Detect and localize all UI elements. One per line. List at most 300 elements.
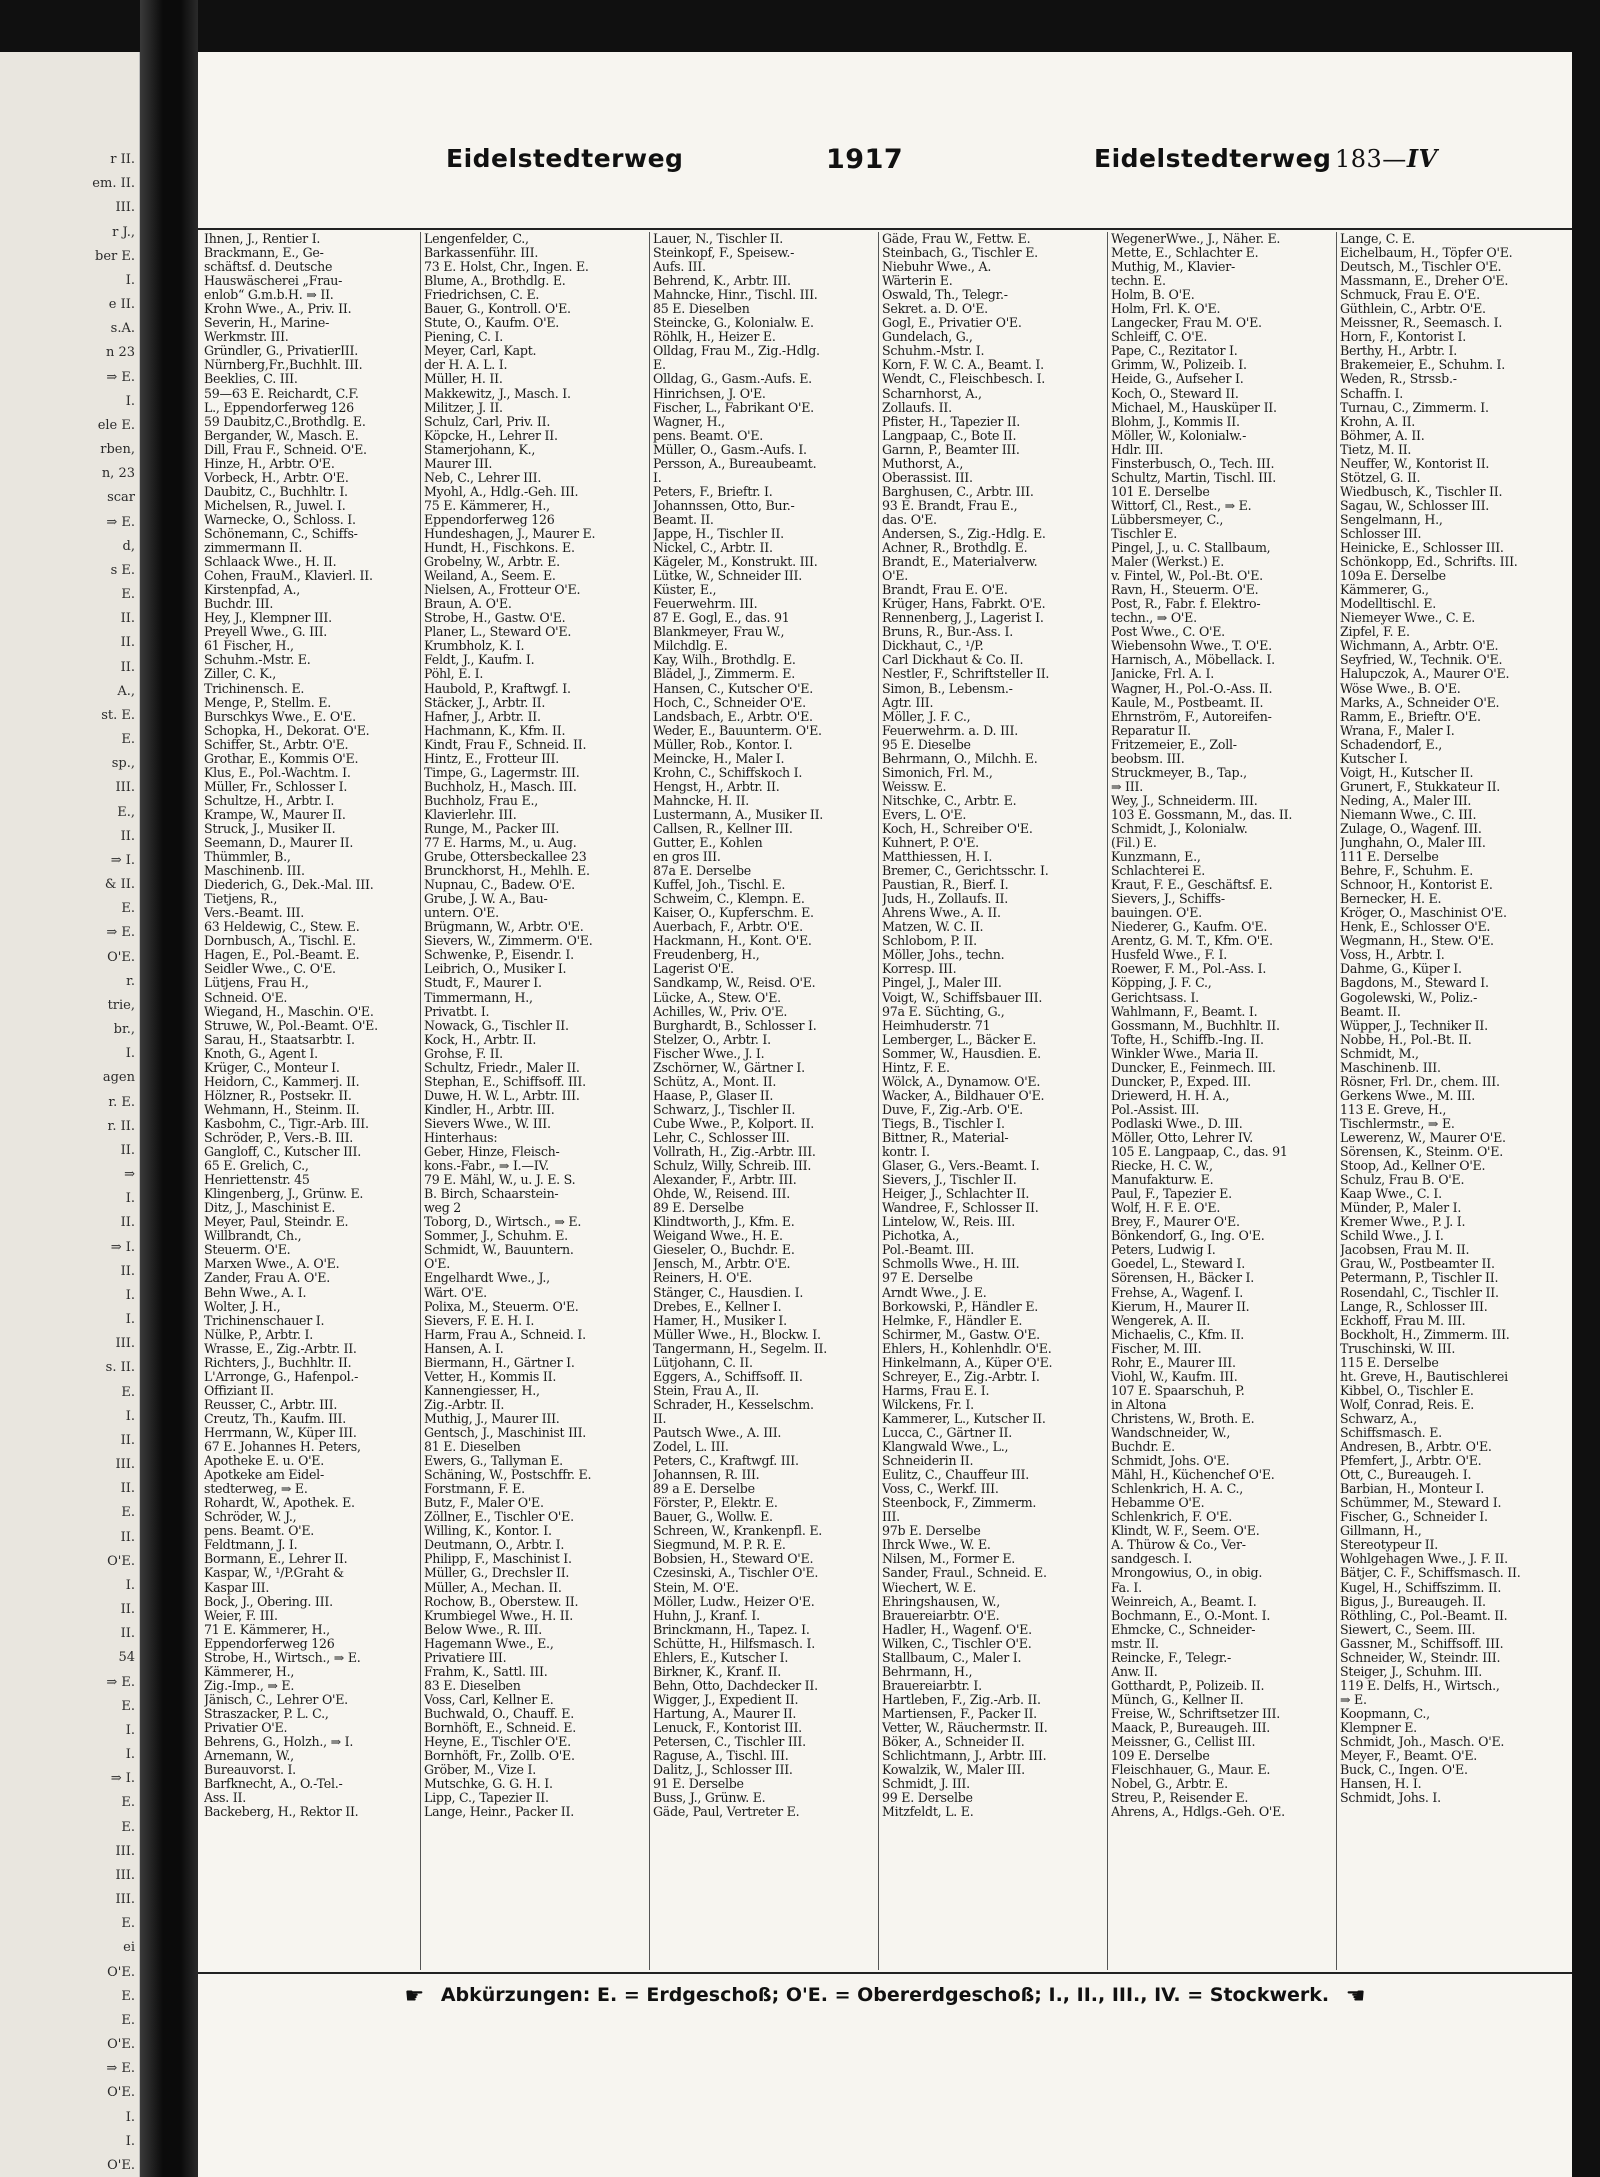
directory-entry: Arentz, G. M. T., Kfm. O'E. <box>1111 933 1273 949</box>
directory-entry: Wey, J., Schneiderm. III. <box>1111 792 1258 808</box>
previous-page-fragment: scar <box>107 490 135 506</box>
directory-entry: Voss, Carl, Kellner E. <box>424 1691 554 1707</box>
directory-entry: Stötzel, G. II. <box>1340 469 1421 485</box>
abbreviations-text: Abkürzungen: E. = Erdgeschoß; O'E. = Obererdgeschoß; I., II., III., IV. = Stockwerk. <box>440 1984 1330 2006</box>
directory-entry: Schnoor, H., Kontorist E. <box>1340 877 1493 893</box>
directory-entry: Maler (Werkst.) E. <box>1111 554 1224 570</box>
directory-entry: Hintz, E., Frotteur III. <box>424 750 560 766</box>
directory-entry: Polixa, M., Steuerm. O'E. <box>424 1298 579 1314</box>
directory-entry: Stallbaum, C., Maler I. <box>882 1649 1022 1665</box>
directory-entry: Röthling, C., Pol.-Beamt. II. <box>1340 1607 1508 1623</box>
directory-entry: Stamerjohann, K., <box>424 441 536 457</box>
directory-entry: I. <box>653 469 662 485</box>
directory-entry: Carl Dickhaut & Co. II. <box>882 652 1024 668</box>
directory-entry: Weden, R., Strssb.- <box>1340 371 1457 387</box>
directory-entry: Leibrich, O., Musiker I. <box>424 961 567 977</box>
directory-entry: Klindtworth, J., Kfm. E. <box>653 1214 795 1230</box>
directory-entry: Zig.-Imp., ⇒ E. <box>204 1677 295 1693</box>
directory-entry: Riecke, H. C. W., <box>1111 1158 1213 1174</box>
directory-entry: Deutmann, O., Arbtr. I. <box>424 1537 565 1553</box>
previous-page-fragment: I. <box>125 1577 135 1593</box>
directory-entry: Manufakturw. E. <box>1111 1172 1214 1188</box>
directory-entry: Möller, Otto, Lehrer IV. <box>1111 1130 1253 1145</box>
directory-entry: Fischer, L., Fabrikant O'E. <box>653 399 814 415</box>
directory-entry: weg 2 <box>424 1200 462 1216</box>
directory-entry: Wolf, H. F. E. O'E. <box>1111 1200 1221 1216</box>
directory-entry: Zulage, O., Wagenf. III. <box>1340 820 1482 836</box>
directory-entry: Nickel, C., Arbtr. II. <box>653 540 773 556</box>
directory-entry: Fischer, M. III. <box>1111 1340 1202 1356</box>
directory-entry: Privatier O'E. <box>204 1719 288 1735</box>
directory-entry: Lewerenz, W., Maurer O'E. <box>1340 1130 1506 1145</box>
previous-page-fragment: O'E. <box>107 949 135 965</box>
page-number <box>1335 144 1438 173</box>
directory-entry: Kuhnert, P. O'E. <box>882 835 979 851</box>
previous-page-fragment: ⇒ E. <box>106 2061 135 2077</box>
directory-entry: Gentsch, J., Maschinist III. <box>424 1424 587 1440</box>
directory-entry: Streu, P., Reisender E. <box>1111 1790 1249 1806</box>
directory-entry: Sörensen, H., Bäcker I. <box>1111 1270 1254 1286</box>
directory-entry: Bornhöft, Fr., Zollb. O'E. <box>424 1748 575 1764</box>
directory-entry: Barkassenführ. III. <box>424 245 539 261</box>
directory-entry: Hackmann, H., Kont. O'E. <box>653 933 812 949</box>
previous-page-fragment: sp., <box>111 756 135 772</box>
directory-entry: Fischer, G., Schneider I. <box>1340 1509 1488 1525</box>
directory-entry: Beamt. II. <box>1340 1003 1401 1019</box>
directory-entry: Wärterin E. <box>882 273 953 289</box>
directory-entry: Meyer, Paul, Steindr. E. <box>204 1214 349 1230</box>
directory-entry: Barbian, H., Monteur I. <box>1340 1481 1484 1497</box>
previous-page-fragment: agen <box>102 1070 135 1086</box>
directory-entry: Evers, L. O'E. <box>882 806 967 822</box>
directory-entry: Apotheke E. u. O'E. <box>204 1453 325 1469</box>
directory-entry: Achilles, W., Priv. O'E. <box>653 1003 788 1019</box>
directory-entry: Schiffsmasch. E. <box>1340 1424 1442 1440</box>
directory-entry: Bornhöft, E., Schneid. E. <box>424 1719 576 1735</box>
directory-entry: Wandschneider, W., <box>1111 1424 1231 1440</box>
directory-entry: Sörensen, K., Steinm. O'E. <box>1340 1144 1503 1160</box>
directory-entry: Bauer, G., Kontroll. O'E. <box>424 301 571 317</box>
directory-entry: Hinze, H., Arbtr. O'E. <box>204 455 335 471</box>
directory-entry: Christens, W., Broth. E. <box>1111 1410 1255 1426</box>
directory-entry: Klindt, W. F., Seem. O'E. <box>1111 1523 1260 1539</box>
previous-page-fragment: r J., <box>112 224 135 240</box>
previous-page-fragment: E. <box>121 1505 135 1521</box>
directory-entry: 93 E. Brandt, Frau E., <box>882 497 1018 513</box>
previous-page-fragment: III. <box>115 780 135 796</box>
directory-entry: Eppendorferweg 126 <box>204 1635 335 1651</box>
directory-entry: Stereotypeur II. <box>1340 1537 1438 1553</box>
directory-entry: Lübbersmeyer, C., <box>1111 511 1224 527</box>
directory-entry: Behn, Otto, Dachdecker II. <box>653 1677 818 1693</box>
directory-entry: Below Wwe., R. III. <box>424 1621 542 1637</box>
directory-entry: Martiensen, F., Packer II. <box>882 1705 1037 1721</box>
directory-entry: Sievers, F. E. H. I. <box>424 1312 535 1328</box>
directory-entry: Aufs. III. <box>653 259 706 275</box>
directory-entry: Hundeshagen, J., Maurer E. <box>424 525 596 541</box>
directory-entry: 79 E. Mähl, W., u. J. E. S. <box>424 1172 576 1188</box>
directory-entry: Schulz, Willy, Schreib. III. <box>653 1158 812 1174</box>
previous-page-fragment: I. <box>125 393 135 409</box>
directory-entry: Schmidt, Johs. I. <box>1340 1790 1441 1806</box>
directory-entry: Krohn, A. II. <box>1340 413 1416 429</box>
directory-entry: Bergander, W., Masch. E. <box>204 427 359 443</box>
directory-entry: Tietjens, R., <box>204 891 278 907</box>
directory-entry: 87 E. Gogl, E., das. 91 <box>653 610 790 626</box>
directory-entry: Voss, C., Werkf. III. <box>882 1481 999 1497</box>
directory-entry: Schuhm.-Mstr. I. <box>882 343 985 359</box>
directory-entry: Neding, A., Maler III. <box>1340 792 1472 808</box>
directory-entry: Wandree, F., Schlosser II. <box>882 1200 1039 1216</box>
directory-entry: Tiegs, B., Tischler I. <box>882 1115 1005 1131</box>
previous-page-fragment: II. <box>120 1215 135 1231</box>
directory-entry: Harms, Frau E. I. <box>882 1382 990 1398</box>
directory-entry: schäftsf. d. Deutsche <box>204 259 333 275</box>
directory-entry: 105 E. Langpaap, C., das. 91 <box>1111 1144 1288 1160</box>
directory-entry: Kaspar, W., ¹/P.Graht & <box>204 1565 344 1581</box>
directory-entry: Strobe, H., Wirtsch., ⇒ E. <box>204 1649 361 1665</box>
directory-entry: Ravn, H., Steuerm. O'E. <box>1111 582 1259 598</box>
directory-entry: untern. O'E. <box>424 905 499 921</box>
directory-entry: Klus, E., Pol.-Wachtm. I. <box>204 764 351 780</box>
directory-entry: Henk, E., Schlosser O'E. <box>1340 919 1491 935</box>
directory-entry: Schümmer, M., Steward I. <box>1340 1495 1502 1511</box>
directory-entry: Bigus, J., Bureaugeh. II. <box>1340 1593 1486 1609</box>
previous-page-fragment: O'E. <box>107 2085 135 2101</box>
directory-entry: Feldtmann, J. I. <box>204 1537 298 1553</box>
previous-page-fragment: e II. <box>108 297 135 312</box>
previous-page-fragment: r. II. <box>107 1118 135 1134</box>
directory-entry: Hafner, J., Arbtr. II. <box>424 708 541 724</box>
directory-entry: B. Birch, Schaarstein- <box>424 1186 559 1202</box>
directory-entry: Kowalzik, W., Maler III. <box>882 1762 1025 1778</box>
directory-entry: Niemann Wwe., C. III. <box>1340 806 1477 822</box>
directory-entry: Bagdons, M., Steward I. <box>1340 975 1489 991</box>
directory-entry: Wilckens, Fr. I. <box>882 1396 974 1412</box>
directory-entry: Buchholz, H., Masch. III. <box>424 778 577 794</box>
directory-entry: Pautsch Wwe., A. III. <box>653 1424 782 1440</box>
directory-entry: Muthorst, A., <box>882 455 964 471</box>
directory-entry: Fa. I. <box>1111 1579 1142 1595</box>
directory-entry: Krampe, W., Maurer II. <box>204 806 346 822</box>
street-heading-right: Eidelstedterweg <box>1094 144 1332 173</box>
previous-page-fragment: II. <box>120 1602 135 1617</box>
directory-entry: Zollaufs. II. <box>882 399 952 415</box>
previous-page-fragment: I. <box>125 1191 135 1207</box>
directory-entry: Müller, G., Drechsler II. <box>424 1565 570 1581</box>
directory-entry: Voss, H., Arbtr. I. <box>1340 947 1445 963</box>
directory-entry: Knoth, G., Agent I. <box>204 1045 318 1061</box>
directory-entry: Kunzmann, E., <box>1111 849 1201 865</box>
directory-entry: Kaspar III. <box>204 1579 270 1595</box>
directory-entry: Schulz, Carl, Priv. II. <box>424 413 551 429</box>
directory-entry: 109a E. Derselbe <box>1340 568 1446 584</box>
directory-entry: Grimm, W., Polizeib. I. <box>1111 357 1247 373</box>
directory-entry: Hintz, F. E. <box>882 1059 950 1075</box>
directory-entry: Küster, E., <box>653 582 717 598</box>
directory-entry: Bönkendorf, G., Ing. O'E. <box>1111 1228 1265 1244</box>
directory-entry: Kibbel, O., Tischler E. <box>1340 1382 1474 1398</box>
directory-entry: Beeklies, C. III. <box>204 371 298 387</box>
directory-entry: Sievers Wwe., W. III. <box>424 1115 551 1131</box>
directory-entry: Reusser, C., Arbtr. III. <box>204 1396 338 1412</box>
directory-entry: Gründler, G., PrivatierIII. <box>204 343 358 359</box>
directory-entry: Hansen, C., Kutscher O'E. <box>653 680 813 696</box>
directory-entry: Wölck, A., Dynamow. O'E. <box>882 1073 1041 1089</box>
directory-entry: Preyell Wwe., G. III. <box>204 624 328 640</box>
previous-page-fragment: br., <box>113 1022 135 1037</box>
directory-entry: enlob“ G.m.b.H. ⇒ II. <box>204 287 334 303</box>
directory-entry: Herrmann, W., Küper III. <box>204 1424 357 1440</box>
directory-entry: Heidorn, C., Kammerj. II. <box>204 1073 360 1089</box>
directory-entry: O'E. <box>882 568 908 584</box>
directory-entry: Sengelmann, H., <box>1340 511 1443 527</box>
directory-entry: Lange, C. E. <box>1340 232 1415 246</box>
directory-entry: Hansen, H. I. <box>1340 1776 1422 1792</box>
directory-entry: Schuhm.-Mstr. E. <box>204 652 311 668</box>
directory-entry: Achner, R., Brothdlg. E. <box>882 540 1028 556</box>
directory-entry: Möller, Ludw., Heizer O'E. <box>653 1593 815 1609</box>
directory-entry: 75 E. Kämmerer, H., <box>424 497 550 513</box>
directory-entry: Schmidt, J. III. <box>882 1776 970 1792</box>
directory-entry: Krohn, C., Schiffskoch I. <box>653 764 803 780</box>
directory-entry: Zander, Frau A. O'E. <box>204 1270 330 1286</box>
directory-entry: Pape, C., Rezitator I. <box>1111 343 1238 359</box>
directory-entry: Tischlermstr., ⇒ E. <box>1340 1115 1455 1131</box>
previous-page-fragment: n, 23 <box>101 466 135 482</box>
directory-entry: Juds, H., Zollaufs. II. <box>882 891 1009 907</box>
directory-entry: Mähl, H., Küchenchef O'E. <box>1111 1467 1275 1483</box>
directory-entry: Viohl, W., Kaufm. III. <box>1111 1368 1238 1384</box>
directory-entry: Schultze, H., Arbtr. I. <box>204 792 335 808</box>
directory-entry: Wiebensohn Wwe., T. O'E. <box>1111 638 1272 654</box>
directory-entry: Myohl, A., Hdlg.-Geh. III. <box>424 483 579 499</box>
directory-entry: Wolter, J. H., <box>204 1298 281 1314</box>
directory-entry: 119 E. Delfs, H., Wirtsch., <box>1340 1677 1500 1693</box>
directory-entry: kontr. I. <box>882 1144 930 1160</box>
directory-entry: Seemann, D., Maurer II. <box>204 835 354 851</box>
directory-entry: Junghahn, O., Maler III. <box>1340 835 1486 851</box>
directory-entry: Geber, Hinze, Fleisch- <box>424 1144 560 1160</box>
directory-entry: Hamer, H., Musiker I. <box>653 1312 787 1328</box>
previous-page-fragment: ele E. <box>97 417 135 433</box>
directory-entry: Andresen, B., Arbtr. O'E. <box>1340 1439 1492 1455</box>
directory-entry: Rochow, B., Oberstew. II. <box>424 1593 579 1609</box>
directory-entry: Michaelis, C., Kfm. II. <box>1111 1326 1244 1342</box>
directory-entry: Scharnhorst, A., <box>882 385 982 401</box>
directory-entry: Duve, F., Zig.-Arb. O'E. <box>882 1101 1023 1117</box>
scan-border-right <box>1572 0 1600 2177</box>
directory-entry: Paul, F., Tapezier E. <box>1111 1186 1232 1202</box>
previous-page-fragment: II. <box>120 1432 135 1448</box>
previous-page-fragment: III. <box>115 1457 135 1472</box>
directory-entry: Willbrandt, Ch., <box>204 1228 302 1244</box>
directory-entry: Gäde, Frau W., Fettw. E. <box>882 232 1031 246</box>
directory-entry: Wehmann, H., Steinm. II. <box>204 1101 360 1117</box>
directory-entry: Mrongowius, O., in obig. <box>1111 1565 1263 1581</box>
directory-entry: Frahm, K., Sattl. III. <box>424 1663 548 1679</box>
directory-entry: Post, R., Fabr. f. Elektro- <box>1111 596 1261 612</box>
directory-entry: Pingel, J., u. C. Stallbaum, <box>1111 540 1271 556</box>
directory-entry: Möller, J. F. C., <box>882 708 971 724</box>
previous-page-fragment: II. <box>120 1263 135 1279</box>
directory-entry: Wolf, Conrad, Reis. E. <box>1340 1396 1474 1412</box>
directory-entry: Schild Wwe., J. I. <box>1340 1228 1444 1244</box>
directory-entry: Lütjohann, C. II. <box>653 1354 753 1370</box>
directory-entry: Kutscher I. <box>1340 750 1408 766</box>
directory-entry: Winkler Wwe., Maria II. <box>1111 1045 1259 1061</box>
directory-entry: Kock, H., Arbtr. II. <box>424 1031 537 1047</box>
directory-entry: Schmidt, J., Kolonialw. <box>1111 820 1248 836</box>
directory-entry: Ahrens Wwe., A. II. <box>882 905 1001 921</box>
book-gutter <box>140 0 198 2177</box>
previous-page-fragment: ber E. <box>95 248 135 264</box>
directory-entry: Feuerwehrm. III. <box>653 596 758 612</box>
directory-entry: 71 E. Kämmerer, H., <box>204 1621 330 1637</box>
footer-rule <box>198 1972 1572 1974</box>
directory-entry: Schmuck, Frau E. O'E. <box>1340 287 1480 303</box>
directory-entry: Koch, O., Steward II. <box>1111 385 1239 401</box>
directory-entry: Timmermann, H., <box>424 989 533 1005</box>
directory-entry: Klangwald Wwe., L., <box>882 1439 1009 1455</box>
previous-page-fragment: II. <box>120 659 135 675</box>
directory-entry: Müller, Fr., Schlosser I. <box>204 778 348 794</box>
directory-entry: ht. Greve, H., Bautischlerei <box>1340 1368 1508 1384</box>
directory-entry: Lücke, A., Stew. O'E. <box>653 989 781 1005</box>
directory-entry: Schleiff, C. O'E. <box>1111 329 1208 345</box>
page-number-value: 183— <box>1335 145 1407 173</box>
directory-entry: Voigt, H., Kutscher II. <box>1340 764 1474 780</box>
directory-column-5 <box>1111 232 1333 1970</box>
directory-entry: Birkner, K., Kranf. II. <box>653 1663 782 1679</box>
directory-entry: Cohen, FrauM., Klavierl. II. <box>204 568 373 584</box>
directory-entry: Peters, C., Kraftwgf. III. <box>653 1453 799 1469</box>
directory-entry: Pfister, H., Tapezier II. <box>882 413 1021 429</box>
directory-entry: Lagerist O'E. <box>653 961 734 977</box>
directory-entry: Stein, M. O'E. <box>653 1579 739 1595</box>
column-rule <box>1336 232 1337 1970</box>
previous-page-fragment: I. <box>125 2133 135 2149</box>
directory-entry: Petermann, P., Tischler II. <box>1340 1270 1499 1286</box>
directory-entry: Krohn Wwe., A., Priv. II. <box>204 301 352 317</box>
directory-entry: Freudenberg, H., <box>653 947 760 963</box>
directory-entry: Trichinensch. E. <box>204 680 305 696</box>
directory-entry: Bruns, R., Bur.-Ass. I. <box>882 624 1013 640</box>
directory-entry: Rohr, E., Maurer III. <box>1111 1354 1236 1370</box>
directory-entry: Ehlers, E., Kutscher I. <box>653 1649 789 1665</box>
directory-entry: Deutsch, M., Tischler O'E. <box>1340 259 1502 275</box>
directory-entry: Neb, C., Lehrer III. <box>424 469 542 485</box>
directory-entry: Buck, C., Ingen. O'E. <box>1340 1762 1468 1778</box>
directory-entry: Alexander, F., Arbtr. III. <box>653 1172 797 1188</box>
directory-entry: Persson, A., Bureaubeamt. <box>653 455 817 471</box>
directory-entry: Bockholt, H., Zimmerm. III. <box>1340 1326 1510 1342</box>
directory-entry: Schadendorf, E., <box>1340 736 1443 752</box>
directory-entry: Koopmann, C., <box>1340 1705 1430 1721</box>
previous-page-fragment: II. <box>120 1142 135 1158</box>
directory-entry: Lipp, C., Tapezier II. <box>424 1790 549 1806</box>
directory-entry: Duwe, H. W. L., Arbtr. III. <box>424 1087 580 1103</box>
directory-entry: Müller, A., Mechan. II. <box>424 1579 562 1595</box>
directory-entry: Schlichtmann, J., Arbtr. III. <box>882 1748 1047 1764</box>
directory-entry: L'Arronge, G., Hafenpol.- <box>204 1368 359 1384</box>
directory-entry: Hoch, C., Schneider O'E. <box>653 694 806 710</box>
previous-page-fragment: O'E. <box>107 2037 135 2052</box>
directory-entry: Klavierlehr. III. <box>424 806 517 822</box>
directory-entry: Kasbohm, C., Tigr.-Arb. III. <box>204 1115 369 1131</box>
directory-entry: Forstmann, F. E. <box>424 1481 525 1497</box>
directory-entry: Studt, F., Maurer I. <box>424 975 542 991</box>
directory-entry: Massmann, E., Dreher O'E. <box>1340 273 1509 289</box>
directory-entry: Lehr, C., Schlosser III. <box>653 1130 790 1145</box>
directory-entry: Rösner, Frl. Dr., chem. III. <box>1340 1073 1500 1089</box>
previous-page-fragment: E. <box>121 1384 135 1400</box>
directory-entry: Blume, A., Brothdlg. E. <box>424 273 566 289</box>
directory-entry: Kugel, H., Schiffszimm. II. <box>1340 1579 1502 1595</box>
directory-entry: Seyfried, W., Technik. O'E. <box>1340 652 1503 668</box>
directory-entry: Niemeyer Wwe., C. E. <box>1340 610 1476 626</box>
directory-entry: Anw. II. <box>1111 1663 1158 1679</box>
directory-entry: Bauer, G., Wollw. E. <box>653 1509 773 1525</box>
directory-entry: Jänisch, C., Lehrer O'E. <box>204 1691 348 1707</box>
directory-entry: Friedrichsen, C. E. <box>424 287 540 303</box>
directory-entry: Schreen, W., Krankenpfl. E. <box>653 1523 823 1539</box>
column-rule <box>1107 232 1108 1970</box>
directory-entry: Krumbiegel Wwe., H. II. <box>424 1607 573 1623</box>
directory-entry: Wiechert, W. E. <box>882 1579 977 1595</box>
directory-entry: Strobe, H., Gastw. O'E. <box>424 610 566 626</box>
directory-entry: Hdlr. III. <box>1111 441 1164 457</box>
directory-entry: Hengst, H., Arbtr. II. <box>653 778 780 794</box>
directory-entry: Lucca, C., Gärtner II. <box>882 1424 1012 1440</box>
directory-entry: Podlaski Wwe., D. III. <box>1111 1115 1243 1131</box>
directory-entry: Eggers, A., Schiffsoff. II. <box>653 1368 803 1384</box>
directory-entry: Borkowski, P., Händler E. <box>882 1298 1039 1314</box>
previous-page-fragment: r II. <box>110 152 135 167</box>
directory-entry: Muthig, M., Klavier- <box>1111 259 1235 275</box>
directory-entry: II. <box>653 1410 667 1426</box>
directory-entry: Ehrnström, F., Autoreifen- <box>1111 708 1272 724</box>
directory-entry: Arndt Wwe., J. E. <box>882 1284 987 1300</box>
previous-page-fragment: & II. <box>104 877 135 892</box>
directory-entry: kons.-Fabr., ⇒ I.—IV. <box>424 1158 549 1174</box>
directory-entry: Möller, W., Kolonialw.- <box>1111 427 1247 443</box>
directory-entry: Wacker, A., Bildhauer O'E. <box>882 1087 1045 1103</box>
directory-entry: Horn, F., Kontorist I. <box>1340 329 1466 345</box>
directory-entry: 91 E. Derselbe <box>653 1776 744 1792</box>
directory-entry: Güthlein, C., Arbtr. O'E. <box>1340 301 1486 317</box>
directory-entry: Cube Wwe., P., Kolport. II. <box>653 1115 814 1131</box>
directory-entry: Diederich, G., Dek.-Mal. III. <box>204 877 374 893</box>
directory-entry: 113 E. Greve, H., <box>1340 1101 1447 1117</box>
directory-entry: Kaap Wwe., C. I. <box>1340 1186 1442 1202</box>
directory-entry: Maack, P., Bureaugeh. III. <box>1111 1719 1271 1735</box>
directory-entry: Kierum, H., Maurer II. <box>1111 1298 1250 1314</box>
previous-page-fragment: E. <box>121 1698 135 1714</box>
directory-entry: Sommer, J., Schuhm. E. <box>424 1228 568 1244</box>
directory-entry: Gogl, E., Privatier O'E. <box>882 315 1022 331</box>
directory-entry: Steenbock, F., Zimmerm. <box>882 1495 1037 1511</box>
directory-entry: Hachmann, K., Kfm. II. <box>424 722 566 738</box>
directory-entry: Drebes, E., Kellner I. <box>653 1298 782 1314</box>
directory-entry: Burschkys Wwe., E. O'E. <box>204 708 356 724</box>
directory-entry: Hölzner, R., Postsekr. II. <box>204 1087 352 1103</box>
directory-entry: Werkmstr. III. <box>204 329 289 345</box>
previous-page-fragment: s E. <box>110 562 135 578</box>
directory-entry: Arnemann, W., <box>204 1748 294 1764</box>
directory-entry: Wiedbusch, K., Tischler II. <box>1340 483 1503 499</box>
previous-page-fragment: II. <box>120 1626 135 1642</box>
